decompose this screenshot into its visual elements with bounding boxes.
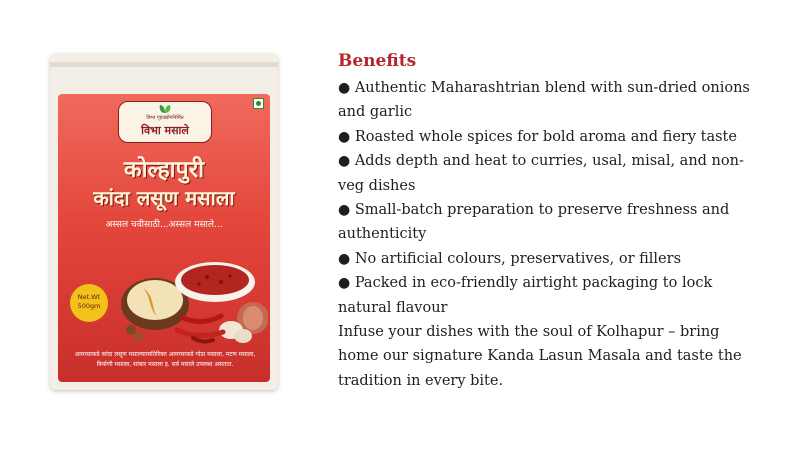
benefits-heading: Benefits <box>338 51 417 71</box>
spices-illustration <box>103 230 268 348</box>
closing-paragraph: Infuse your dishes with the soul of Kolhapur – bring home our signature Kanda Lasun Masala and taste the tradition in every bite. <box>338 324 742 389</box>
product-image-area <box>0 0 320 449</box>
pouch-label <box>58 94 270 382</box>
benefit-item <box>338 125 758 149</box>
bullet-icon: ● <box>338 250 351 267</box>
net-weight-badge <box>70 284 108 322</box>
benefit-item <box>338 149 758 198</box>
benefit-item <box>338 76 758 125</box>
bullet-icon: ● <box>338 80 351 96</box>
net-weight-label: Net.Wt <box>77 293 101 301</box>
product-title-line2: कांदा लसूण मसाला <box>93 186 235 210</box>
benefit-text: No artificial colours, preservatives, or fillers <box>354 250 682 267</box>
product-title-line1: कोल्हापुरी <box>123 156 205 183</box>
bullet-icon: ● <box>338 275 351 292</box>
product-tagline: अस्सल चवीसाठी...अस्सल मसाले... <box>105 220 223 230</box>
brand-tagline: विभा गृहउद्योगनिर्मित <box>146 115 184 121</box>
product-description: आमच्याकडे कांदा लसूण मसाल्याव्यतिरिक्त आमच्याकडे गोडा मसाला, मटण मसाला, बिर्याणी मसाला, सांबार मसाला इ. सर्व मसाले उपलब्ध असतात. <box>74 351 256 368</box>
benefits-section <box>338 50 758 393</box>
net-weight-value: 500gm <box>77 302 101 310</box>
benefit-text: Packed in eco-friendly airtight packaging to lock natural flavour <box>338 275 713 316</box>
benefit-item <box>338 198 758 247</box>
brand-logo <box>118 101 212 143</box>
bullet-icon: ● <box>338 153 351 170</box>
pouch-zip <box>50 62 278 67</box>
benefit-text: Adds depth and heat to curries, usal, misal, and non-veg dishes <box>338 153 744 194</box>
veg-mark-icon <box>253 98 264 109</box>
brand-name: विभा मसाले <box>141 124 189 137</box>
benefit-text: Roasted whole spices for bold aroma and fiery taste <box>354 128 737 145</box>
benefits-list <box>338 76 758 393</box>
product-pouch <box>50 54 278 390</box>
benefit-item <box>338 247 758 271</box>
leaf-icon <box>158 104 172 114</box>
benefit-text: Authentic Maharashtrian blend with sun-dried onions and garlic <box>338 80 750 121</box>
benefit-item <box>338 271 758 320</box>
bullet-icon: ● <box>338 202 351 219</box>
benefit-text: Small-batch preparation to preserve freshness and authenticity <box>338 202 730 243</box>
bullet-icon: ● <box>338 128 351 145</box>
